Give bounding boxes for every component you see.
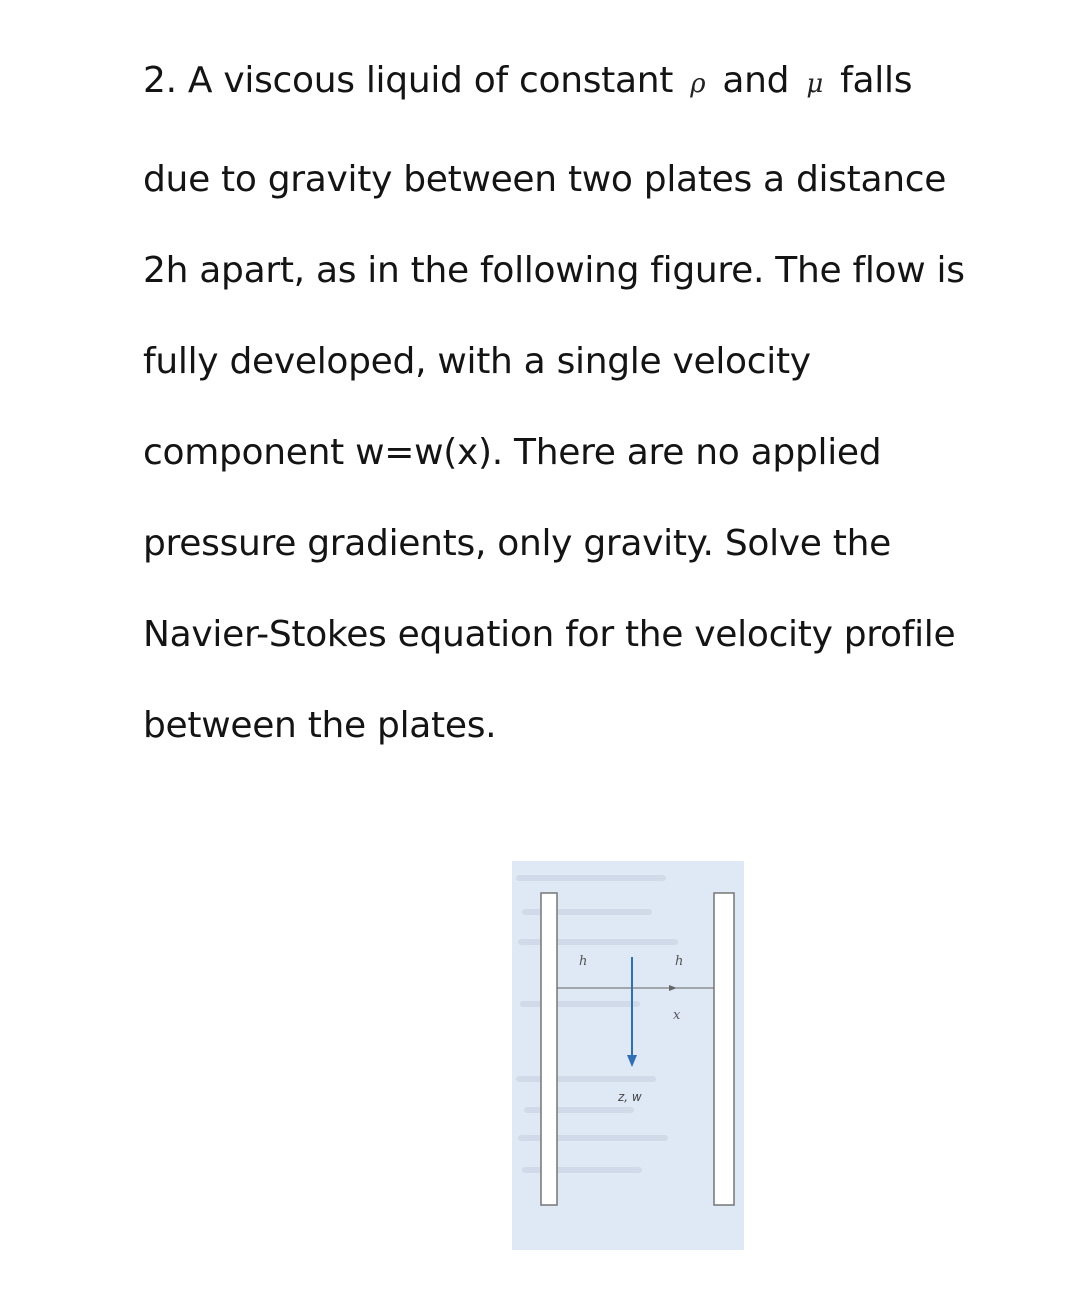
problem-line-6: pressure gradients, only gravity. Solve the [143, 523, 891, 564]
plates-figure [512, 861, 744, 1250]
label-h-right: h [675, 954, 684, 969]
right-plate [714, 893, 734, 1205]
label-h-left: h [579, 954, 588, 969]
line1-pre-text: 2. A viscous liquid of constant [143, 60, 674, 101]
z-axis-arrowhead [627, 1055, 637, 1067]
x-axis-arrowhead [669, 985, 677, 991]
problem-line-7: Navier-Stokes equation for the velocity profile [143, 614, 956, 655]
label-x: x [673, 1008, 681, 1023]
line1-post-text: falls [840, 60, 913, 101]
problem-line-8: between the plates. [143, 705, 497, 746]
label-z-w: z, w [618, 1090, 642, 1104]
left-plate [541, 893, 557, 1205]
problem-line-3: 2h apart, as in the following figure. The flow is [143, 250, 965, 291]
line1-mid-text: and [722, 60, 790, 101]
mu-symbol: μ [806, 69, 823, 99]
problem-line-1 [143, 56, 912, 106]
problem-line-2: due to gravity between two plates a distance [143, 159, 947, 200]
problem-line-4: fully developed, with a single velocity [143, 341, 811, 382]
problem-line-5: component w=w(x). There are no applied [143, 432, 882, 473]
plates-diagram [512, 861, 744, 1250]
rho-symbol: ρ [690, 69, 706, 99]
